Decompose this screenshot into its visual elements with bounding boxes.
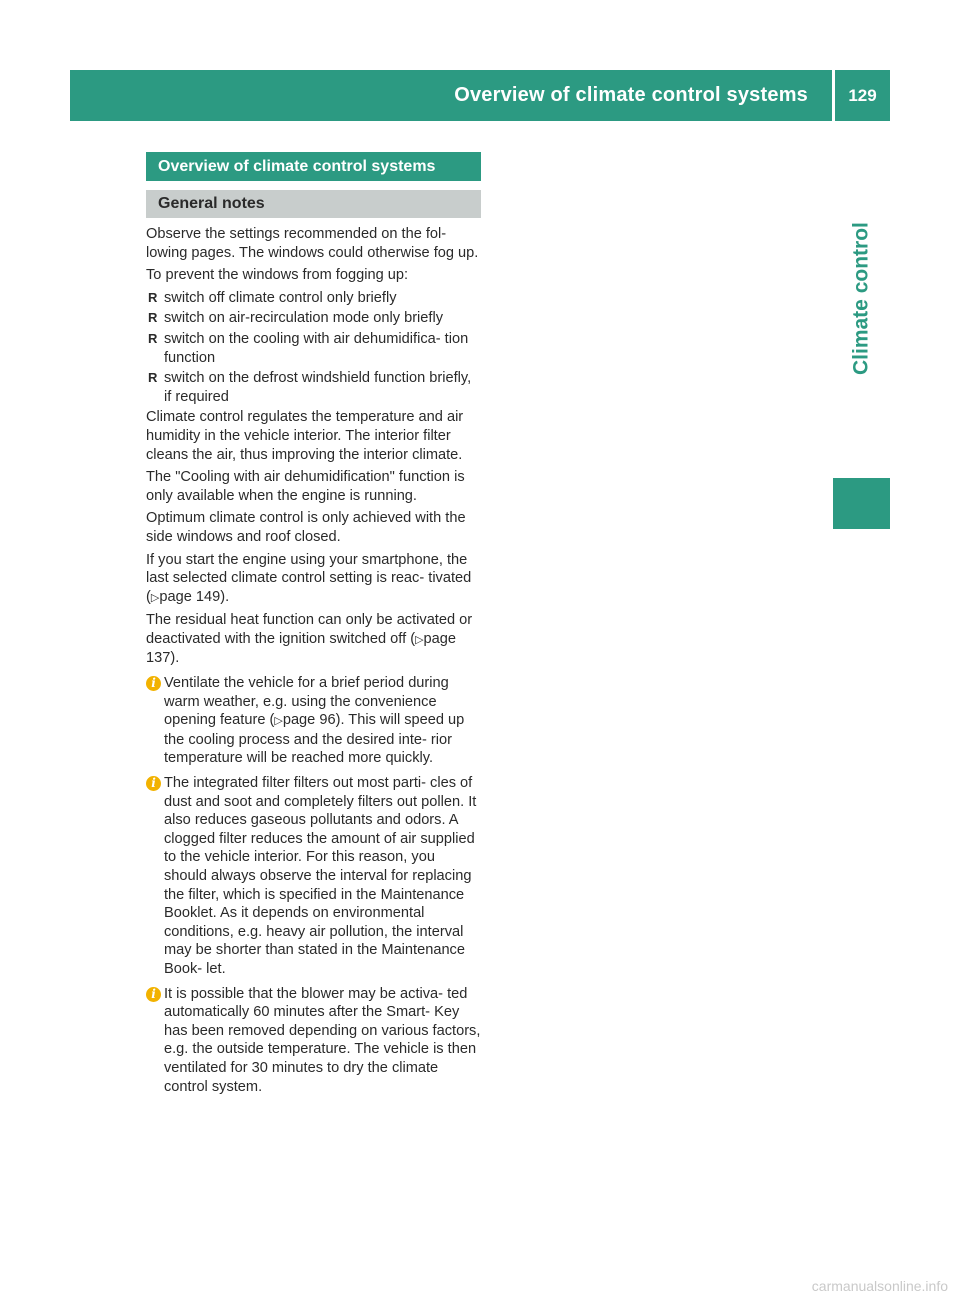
page-reference-link[interactable]: page 149 [159, 588, 221, 605]
header-title: Overview of climate control systems [454, 84, 808, 106]
text-segment: Ventilate the vehicle for a brief period during warm weather, e.g. using the convenience opening feature ( [164, 675, 449, 729]
list-item [146, 369, 481, 406]
list-item-text: switch on air-recirculation mode only briefly [164, 310, 444, 327]
page-ref-arrow-icon: ▷ [415, 633, 424, 646]
note-text: The integrated filter filters out most parti- cles of dust and soot and completely filters out pollen. It also reduces gaseous pollutants and odors. A clogged filter reduces the amount of air supplied to the vehicle interior. For this reason, you should always observe the interval for replacing the filter, which is specified in the Maintenance Booklet. As it depends on environmental conditions, e.g. heavy air pollution, the interval may be shorter than stated in the Maintenance Book- let. [164, 775, 477, 977]
paragraph-cooling-function: The "Cooling with air dehumidification" function is only available when the engine is running. [146, 469, 465, 504]
bullet-icon: R [148, 370, 158, 386]
chapter-label: Climate control [849, 222, 873, 376]
list-item [146, 330, 481, 367]
list-item-text: switch on the defrost windshield function briefly, if required [164, 370, 472, 405]
list-item-text: switch on the cooling with air dehumidifica- tion function [164, 330, 469, 366]
page-ref-arrow-icon: ▷ [150, 591, 160, 604]
info-icon: i [146, 987, 161, 1002]
list-item [146, 289, 481, 308]
text-segment: ). This will speed up the cooling process and the desired inte- rior temperature will be reached more quickly. [164, 712, 465, 767]
bullet-icon: R [148, 330, 158, 346]
bullet-icon: R [148, 310, 158, 326]
subsection-title: General notes [146, 190, 481, 218]
text-segment: ). [220, 588, 230, 605]
text-segment: ). [170, 650, 180, 667]
paragraph-residual-heat [146, 611, 481, 668]
fogging-tips-list [146, 289, 481, 407]
chapter-side-tab [833, 121, 890, 529]
text-segment: The residual heat function can only be activated or deactivated with the ignition switched off ( [146, 612, 473, 647]
bullet-icon: R [148, 289, 158, 305]
page-header [70, 70, 890, 121]
page-reference-link[interactable]: page 96 [282, 712, 336, 729]
section-title: Overview of climate control systems [146, 152, 481, 181]
paragraph-climate-regulation: Climate control regulates the temperature and air humidity in the vehicle interior. The interior filter cleans the air, thus improving the interior climate. [146, 409, 464, 463]
info-note-filter [146, 774, 481, 979]
paragraph-fog-warning: Observe the settings recommended on the fol- lowing pages. The windows could otherwise fog up. [146, 226, 479, 261]
paragraph-smartphone-start [146, 551, 481, 608]
watermark: carmanualsonline.info [811, 1278, 948, 1294]
info-note-ventilate [146, 674, 481, 768]
paragraph-optimum-climate: Optimum climate control is only achieved with the side windows and roof closed. [146, 510, 466, 545]
note-text: It is possible that the blower may be activa- ted automatically 60 minutes after the Smart- Key has been removed depending on various factors, e.g. the outside temperature. The vehicle is then ventilated for 30 minutes to dry the climate control system. [164, 985, 481, 1095]
chapter-marker-block [833, 478, 890, 529]
paragraph-prevent-fogging: To prevent the windows from fogging up: [146, 267, 409, 284]
main-content [146, 152, 481, 1102]
text-segment: If you start the engine using your smartphone, the last selected climate control setting is reac- tivated ( [146, 551, 472, 605]
list-item [146, 309, 481, 328]
info-note-blower [146, 985, 481, 1097]
page-ref-arrow-icon: ▷ [274, 715, 283, 728]
list-item-text: switch off climate control only briefly [164, 289, 397, 306]
page-number: 129 [848, 85, 877, 105]
page-reference-link[interactable]: page 137 [146, 630, 456, 667]
info-icon: i [146, 676, 161, 691]
info-icon: i [146, 776, 161, 791]
